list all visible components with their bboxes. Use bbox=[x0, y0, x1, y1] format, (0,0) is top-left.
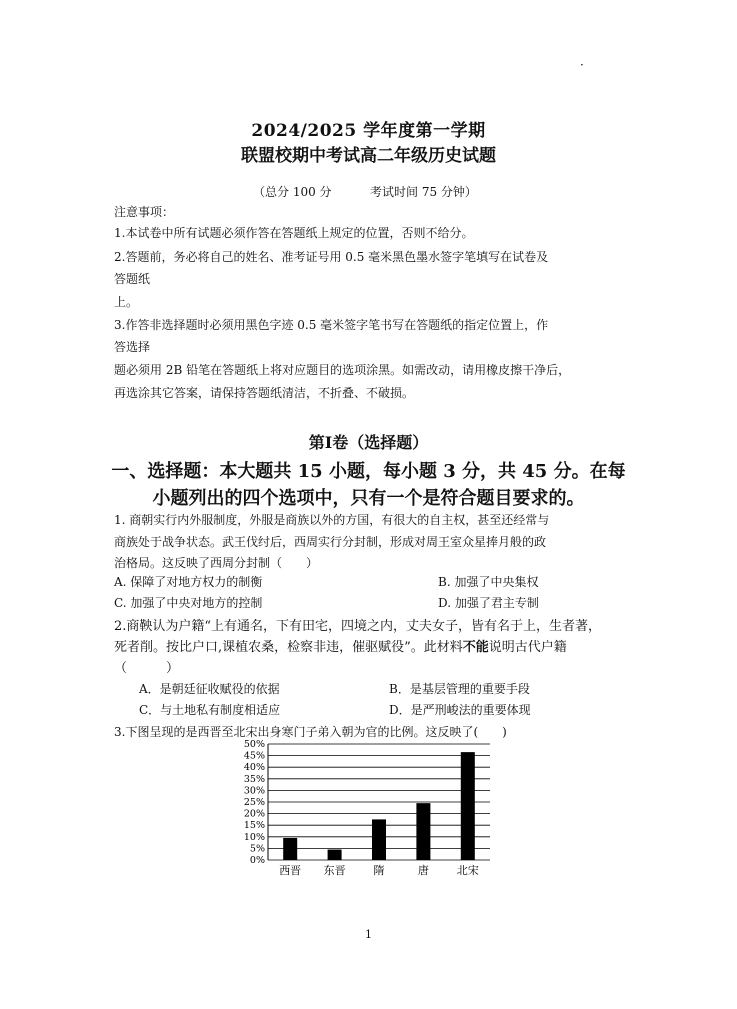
q1-option-b: B. 加强了中央集权 bbox=[438, 575, 539, 589]
q2-option-a: A．是朝廷征收赋役的依据 bbox=[139, 682, 280, 696]
y-tick-label: 50% bbox=[243, 739, 265, 750]
q1-stem-line: 治格局。这反映了西周分封制（ ） bbox=[114, 556, 319, 570]
y-tick-label: 10% bbox=[243, 831, 265, 843]
q2-stem-line2: 死者削。按比户口,课植农桑，检察非违，催驱赋役”。此材料不能说明古代户籍 bbox=[114, 640, 567, 655]
notes-line: 答选择 bbox=[114, 340, 151, 354]
q2-option-c: C．与土地私有制度相适应 bbox=[139, 703, 281, 717]
y-tick-label: 25% bbox=[243, 797, 265, 808]
q1-stem-line: 1. 商朝实行内外服制度，外服是商族以外的方国，有很大的自主权，甚至还经常与 bbox=[114, 513, 550, 527]
q1-stem-line: 商族处于战争状态。武王伐纣后，西周实行分封制，形成对周王室众星捧月般的政 bbox=[114, 535, 547, 549]
y-tick-label: 35% bbox=[243, 773, 265, 785]
q1-option-d: D. 加强了君主专制 bbox=[438, 596, 539, 610]
notes-line: 答题纸 bbox=[114, 272, 151, 286]
x-tick-label: 隋 bbox=[373, 864, 385, 877]
bar bbox=[283, 838, 297, 860]
x-tick-label: 唐 bbox=[417, 864, 429, 877]
section-heading-line1: 一、选择题：本大题共 15 小题，每小题 3 分，共 45 分。在每 bbox=[111, 461, 626, 482]
notes-line: 2.答题前，务必将自己的姓名、准考证号用 0.5 毫米黑色墨水签字笔填写在试卷及 bbox=[114, 250, 549, 264]
section-heading-line2: 小题列出的四个选项中，只有一个是符合题目要求的。 bbox=[152, 488, 585, 509]
q2-emphasis: 不能 bbox=[462, 640, 489, 655]
q1-option-a: A. 保障了对地方权力的制衡 bbox=[114, 575, 263, 589]
bar bbox=[372, 819, 386, 860]
bar bbox=[416, 803, 430, 860]
q1-option-c: C. 加强了中央对地方的控制 bbox=[114, 596, 263, 610]
x-tick-label: 东晋 bbox=[323, 864, 346, 877]
q2-stem-line1: 2.商鞅认为户籍“上有通名，下有田宅，四境之内，丈夫女子，皆有名于上，生者著， bbox=[114, 619, 602, 634]
score-info: （总分 100 分 bbox=[253, 185, 332, 199]
bar bbox=[328, 850, 342, 860]
bar-chart bbox=[240, 738, 500, 878]
notes-heading: 注意事项： bbox=[114, 205, 175, 219]
x-tick-label: 北宋 bbox=[456, 864, 479, 877]
q2-option-d: D．是严刑峻法的重要体现 bbox=[389, 703, 531, 717]
q2-option-b: B．是基层管理的重要手段 bbox=[389, 682, 530, 696]
time-info: 考试时间 75 分钟） bbox=[370, 185, 477, 199]
y-tick-label: 20% bbox=[243, 808, 265, 820]
exam-title-line2: 联盟校期中考试高二年级历史试题 bbox=[241, 146, 496, 166]
y-tick-label: 0% bbox=[249, 855, 265, 866]
q3-stem: 3.下图呈现的是西晋至北宋出身寒门子弟入朝为官的比例。这反映了( ) bbox=[114, 725, 507, 739]
corner-mark: · bbox=[580, 58, 584, 72]
q2-stem-line3: （ ） bbox=[114, 661, 180, 676]
x-tick-label: 西晋 bbox=[279, 864, 302, 877]
notes-line: 上。 bbox=[114, 295, 139, 309]
notes-line: 题必须用 2B 铅笔在答题纸上将对应题目的选项涂黑。如需改动，请用橡皮擦干净后， bbox=[114, 363, 571, 377]
notes-line: 3.作答非选择题时必须用黑色字迹 0.5 毫米签字笔书写在答题纸的指定位置上，作 bbox=[114, 318, 549, 332]
page-number: 1 bbox=[365, 928, 372, 941]
section-title: 第Ⅰ卷（选择题） bbox=[308, 433, 429, 452]
y-tick-label: 15% bbox=[243, 820, 265, 832]
y-tick-label: 45% bbox=[243, 750, 265, 762]
y-tick-label: 40% bbox=[243, 762, 265, 774]
y-tick-label: 5% bbox=[249, 843, 265, 855]
notes-line: 1.本试卷中所有试题必须作答在答题纸上规定的位置，否则不给分。 bbox=[114, 226, 474, 240]
y-tick-label: 30% bbox=[243, 785, 265, 797]
notes-line: 再选涂其它答案，请保持答题纸清洁，不折叠、不破损。 bbox=[114, 386, 415, 400]
bar bbox=[461, 752, 475, 860]
exam-title-line1: 2024/2025 学年度第一学期 bbox=[251, 121, 486, 141]
